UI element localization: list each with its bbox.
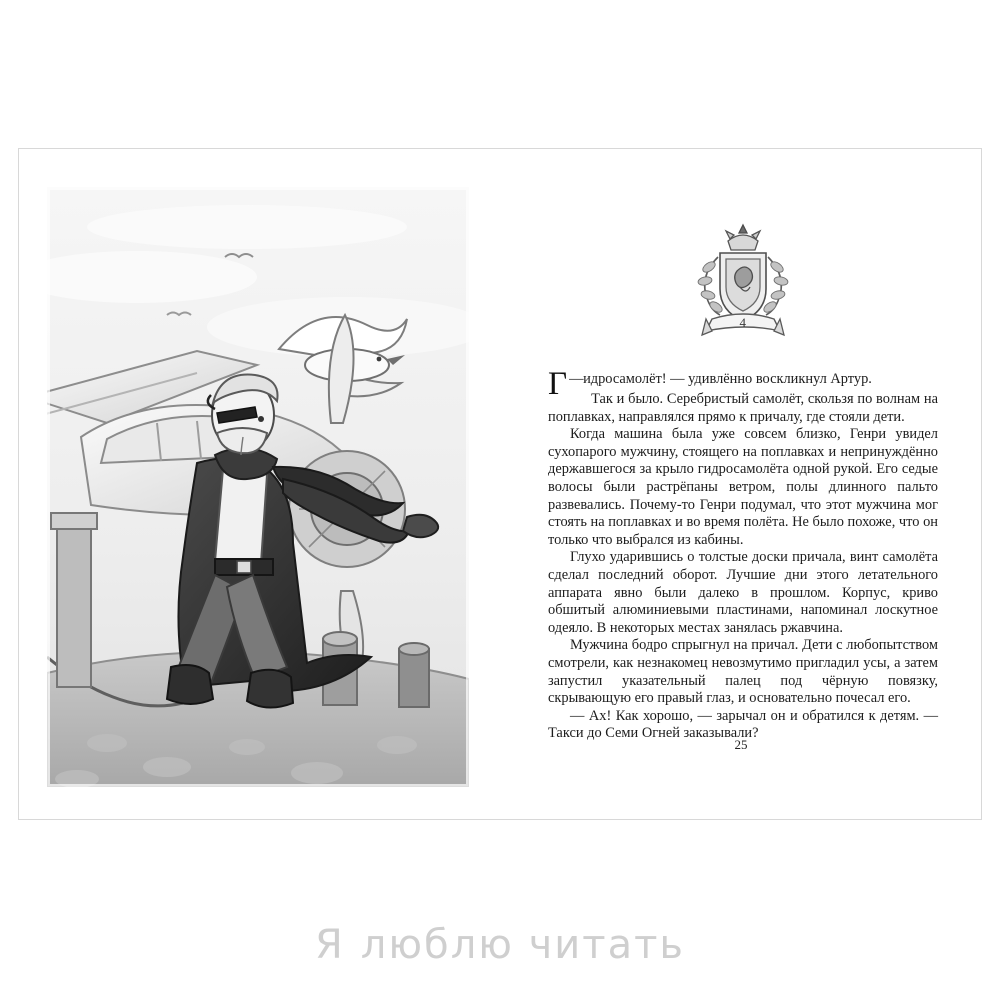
right-page bbox=[500, 149, 981, 819]
left-page bbox=[19, 149, 500, 819]
page-number: 25 bbox=[734, 737, 748, 752]
paragraph-1-text: идросамолёт! — удивлённо воскликнул Артур. bbox=[583, 371, 872, 387]
paragraph-3: Когда машина была уже совсем близко, Генри увидел сухопарого мужчину, стоящего на поплавках и непринуждённо державшегося за крыло гидросамолёта одной рукой. Его седые волосы были растрёпаны ветром, полы длинного пальто развевались. Почему-то Генри подумал, что этот мужчина мог стоять на поплавках и во время полёта. Не было похоже, что он только что выбрался из кабины. bbox=[548, 426, 938, 548]
heraldic-crest-icon bbox=[668, 219, 818, 354]
book-page-spread bbox=[18, 148, 982, 820]
watermark-part-1: Я bbox=[315, 922, 345, 968]
paragraph-1 bbox=[548, 366, 938, 402]
watermark-part-2: люблю читать bbox=[360, 922, 685, 968]
chapter-number: 4 bbox=[739, 315, 747, 330]
paragraph-5: Мужчина бодро спрыгнул на причал. Дети с любопытством смотрели, как незнакомец невозмутимо пригладил усы, а затем запустил указательный палец под чёрную повязку, скрывающую его правый глаз, и основательно почесал его. bbox=[548, 637, 938, 707]
paragraph-4: Глухо ударившись о толстые доски причала, винт самолёта сделал последний оборот. Лучшие дни этого летательного аппарата явно были далеко в прошлом. Корпус, криво обшитый алюминиевыми пластинами, напоминал лоскутное одеяло. В некоторых местах занялась ржавчина. bbox=[548, 549, 938, 636]
seaplane-pilot-illustration bbox=[47, 187, 469, 787]
body-text bbox=[548, 366, 938, 743]
paragraph-6: — Ах! Как хорошо, — зарычал он и обратился к детям. — Такси до Семи Огней заказывали? bbox=[548, 707, 938, 742]
watermark bbox=[0, 922, 1000, 968]
em-dash: — bbox=[569, 371, 584, 387]
paragraph-2: Так и было. Серебристый самолёт, скользя по волнам на поплавках, направлялся прямо к причалу, где стояли дети. bbox=[548, 391, 938, 425]
drop-cap: Г bbox=[548, 366, 568, 402]
